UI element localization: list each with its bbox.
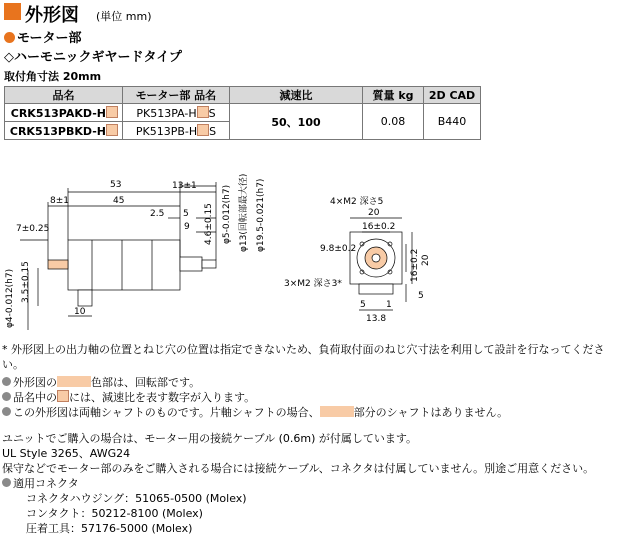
dim-19-5: φ19.5-0.021(h7) xyxy=(256,178,266,252)
dim-2-5: 2.5 xyxy=(150,209,165,219)
cable-line: 適用コネクタ xyxy=(2,476,594,491)
dim-53: 53 xyxy=(110,180,122,190)
dim-45: 45 xyxy=(113,196,125,206)
dim-m2-bottom: 3×M2 深さ3* xyxy=(284,279,342,289)
th-motor: モーター部 品名 xyxy=(123,87,230,104)
dim-shaft-4: φ4-0.012(h7) xyxy=(5,268,15,328)
spec-table xyxy=(4,86,481,140)
title-unit: (単位 mm) xyxy=(96,10,152,23)
pin-1: 1 xyxy=(386,300,392,310)
cable-line: 圧着工具：57176-5000 (Molex) xyxy=(26,522,193,535)
dim-10: 10 xyxy=(74,307,86,317)
cable-notes xyxy=(2,431,594,536)
th-ratio: 減速比 xyxy=(230,87,363,104)
dim-13: 13±1 xyxy=(172,181,197,191)
cable-line: ユニットでご購入の場合は、モーター用の接続ケーブル (0.6m) が付属しています。 xyxy=(2,432,418,445)
dim-7: 7±0.25 xyxy=(16,224,50,234)
gear-ratio: 50、100 xyxy=(230,104,363,140)
dim-20-v: 20 xyxy=(421,254,431,266)
bullet-list xyxy=(2,375,508,420)
title-marker xyxy=(4,3,21,20)
dim-3-5: 3.5±0.15 xyxy=(21,261,31,303)
pin-5: 5 xyxy=(360,300,366,310)
dim-9: 9 xyxy=(184,222,190,232)
color-swatch xyxy=(320,406,354,417)
flange-size: 取付角寸法 20mm xyxy=(4,70,102,83)
page-title: 外形図 xyxy=(25,5,79,26)
section-subheading: ◇ハーモニックギヤードタイプ xyxy=(4,50,182,65)
dim-8: 8±1 xyxy=(50,196,69,206)
bullet-icon xyxy=(2,377,11,386)
output-shaft xyxy=(202,260,216,268)
dim-9-8: 9.8±0.2 xyxy=(320,244,357,254)
rear-shaft xyxy=(48,260,68,269)
cable-line: コネクタハウジング：51065-0500 (Molex) xyxy=(26,492,247,505)
mass-value: 0.08 xyxy=(363,104,424,140)
dimension-drawing xyxy=(0,142,628,338)
cable-line: コンタクト：50212-8100 (Molex) xyxy=(26,507,203,520)
list-item: この外形図は両軸シャフトのものです。片軸シャフトの場合、 部分のシャフトはありません。 xyxy=(2,405,508,420)
output-flange xyxy=(180,257,202,271)
motor-body xyxy=(68,240,180,290)
dim-20: 20 xyxy=(368,208,380,218)
bullet-icon xyxy=(2,392,11,401)
th-name: 品名 xyxy=(5,87,123,104)
dim-5: 5 xyxy=(183,209,189,219)
orange-dot-icon xyxy=(4,32,15,43)
cable-line: UL Style 3265、AWG24 xyxy=(2,447,131,460)
connector xyxy=(359,284,393,294)
dim-16-v: 16±0.2 xyxy=(410,248,420,282)
footnote: * 外形図上の出力軸の位置とねじ穴の位置は指定できないため、負荷取付面のねじ穴寸法を利用して設計を行なってください。 xyxy=(2,343,605,371)
ratio-box-icon xyxy=(57,390,69,402)
product-name: CRK513PAKD-H xyxy=(5,104,123,122)
section-heading: モーター部 xyxy=(4,27,81,46)
dim-13-8: 13.8 xyxy=(366,314,387,324)
motor-name: PK513PA-H S xyxy=(123,104,230,122)
bullet-icon xyxy=(2,407,11,416)
cable-exit xyxy=(78,290,92,306)
bullet-icon xyxy=(2,478,11,487)
cable-line: 保守などでモーター部のみをご購入される場合には接続ケーブル、コネクタは付属していません。別途ご用意ください。 xyxy=(2,462,595,475)
th-mass: 質量 kg xyxy=(363,87,424,104)
dim-4-6: 4.6±0.15 xyxy=(204,203,214,245)
cad-link[interactable]: B440 xyxy=(424,104,481,140)
table-row xyxy=(5,104,481,122)
dim-m2-top: 4×M2 深さ5 xyxy=(330,197,384,207)
list-item: 外形図の 色部は、回転部です。 xyxy=(2,375,508,390)
product-name: CRK513PBKD-H xyxy=(5,122,123,140)
dim-16: 16±0.2 xyxy=(362,222,396,232)
list-item: 品名中の には、減速比を表す数字が入ります。 xyxy=(2,390,508,405)
th-cad: 2D CAD xyxy=(424,87,481,104)
motor-name: PK513PB-H S xyxy=(123,122,230,140)
dim-shaft-5: φ5-0.012(h7) xyxy=(222,184,232,244)
dim-5-v: 5 xyxy=(418,291,424,301)
dim-13-max: φ13(回転部最大径) xyxy=(239,173,249,252)
color-swatch xyxy=(57,376,91,387)
